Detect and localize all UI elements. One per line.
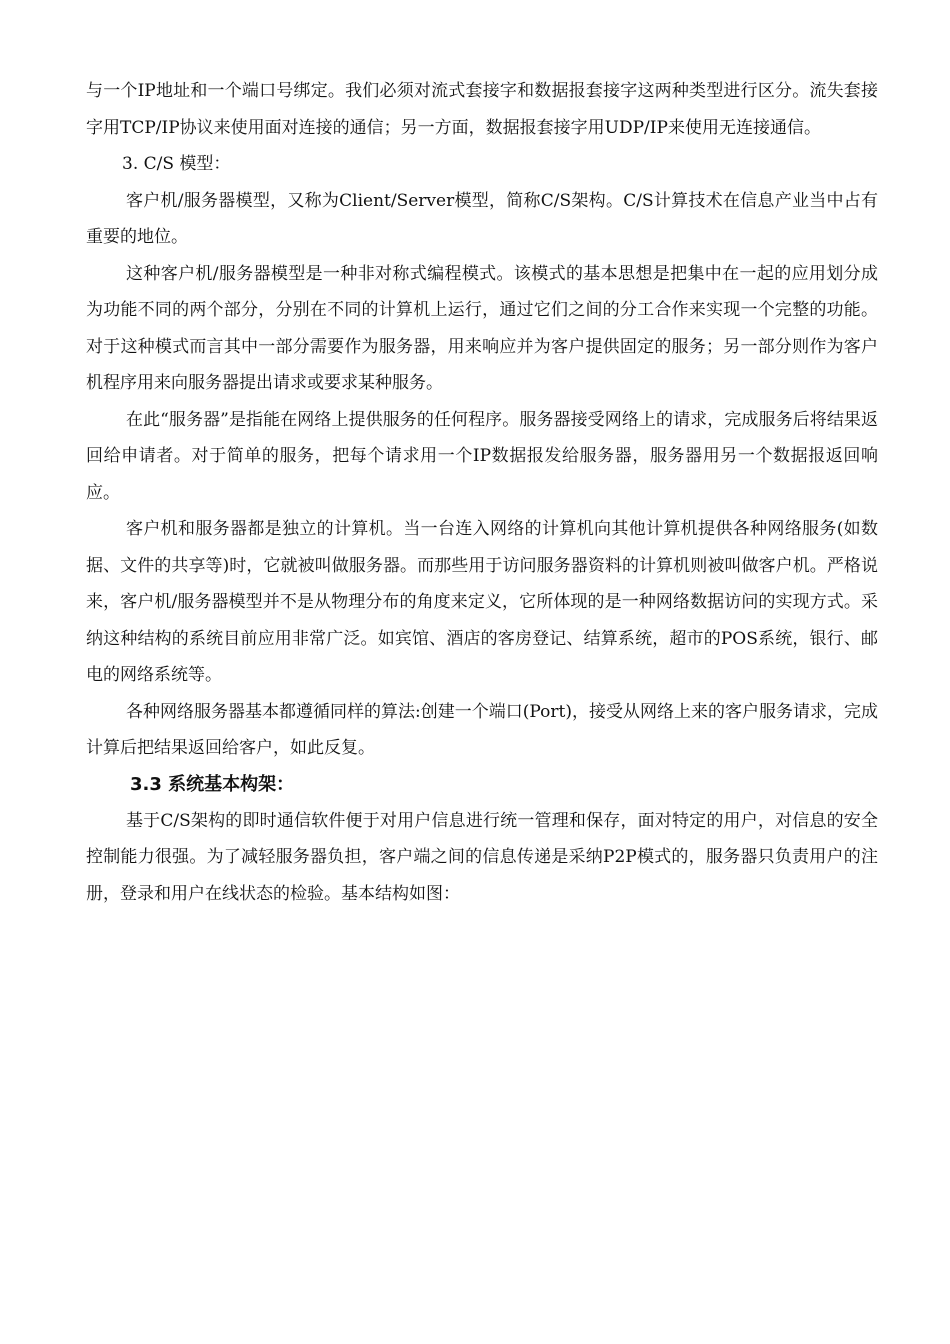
subheading-cs-model: 3. C/S 模型： [122,154,231,174]
section-heading-system-architecture: 3.3 系统基本构架： [130,773,295,795]
paragraph-client-server-computers: 客户机和服务器都是独立的计算机。当一台连入网络的计算机向其他计算机提供各种网络服务(如数据、文件的共享等)时，它就被叫做服务器。而那些用于访问服务器资料的计算机则被叫做客户机。严格说来，客户机/服务器模型并不是从物理分布的角度来定义，它所体现的是一种网络数据访问的实现方式。采纳这种结构的系统目前应用非常广泛。如宾馆、酒店的客房登记、结算系统，超市的POS系统，银行、邮电的网络系统等。 [86,519,878,685]
paragraph-server-definition: 在此“服务器”是指能在网络上提供服务的任何程序。服务器接受网络上的请求，完成服务后将结果返回给申请者。对于简单的服务，把每个请求用一个IP数据报发给服务器，服务器用另一个数据报返回响应。 [86,409,878,503]
paragraph-socket-types: 与一个IP地址和一个端口号绑定。我们必须对流式套接字和数据报套接字这两种类型进行区分。流失套接字用TCP/IP协议来使用面对连接的通信；另一方面，数据报套接字用UDP/IP来使用无连接通信。 [86,81,878,138]
document-body [86,73,878,912]
paragraph-system-architecture: 基于C/S架构的即时通信软件便于对用户信息进行统一管理和保存，面对特定的用户，对信息的安全控制能力很强。为了减轻服务器负担，客户端之间的信息传递是采纳P2P模式的，服务器只负责用户的注册，登录和用户在线状态的检验。基本结构如图： [86,810,878,904]
paragraph-cs-definition: 客户机/服务器模型，又称为Client/Server模型，简称C/S架构。C/S计算技术在信息产业当中占有重要的地位。 [86,190,878,247]
paragraph-server-algorithm: 各种网络服务器基本都遵循同样的算法:创建一个端口(Port)，接受从网络上来的客户服务请求，完成计算后把结果返回给客户，如此反复。 [86,701,878,758]
paragraph-cs-asymmetric-model: 这种客户机/服务器模型是一种非对称式编程模式。该模式的基本思想是把集中在一起的应用划分成为功能不同的两个部分，分别在不同的计算机上运行，通过它们之间的分工合作来实现一个完整的功能。对于这种模式而言其中一部分需要作为服务器，用来响应并为客户提供固定的服务；另一部分则作为客户机程序用来向服务器提出请求或要求某种服务。 [86,263,878,393]
